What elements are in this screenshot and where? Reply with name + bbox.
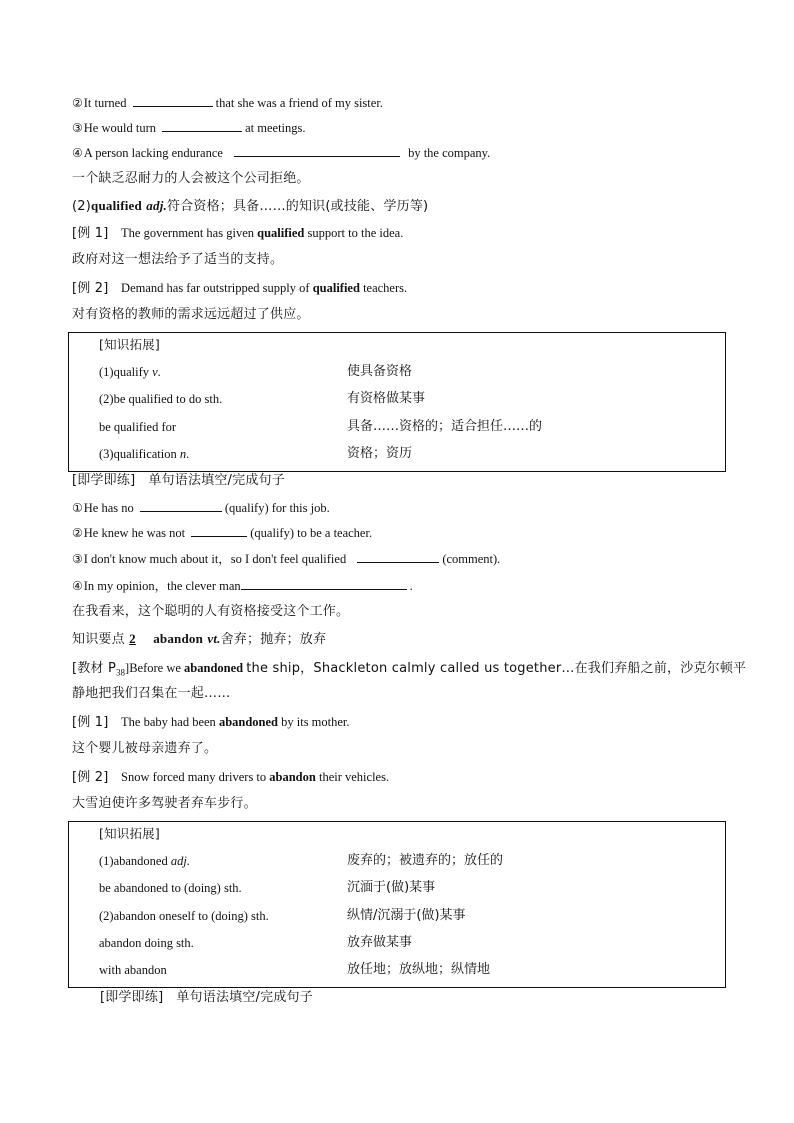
practice-title: 单句语法填空/完成句子: [176, 990, 313, 1005]
qualified-heading: [72, 197, 428, 216]
practice-title: 单句语法填空/完成句子: [148, 473, 285, 488]
box-row-cn: 沉湎于(做)某事: [347, 880, 436, 895]
example-keyword: abandon: [269, 770, 316, 784]
practice-item-1: [72, 499, 330, 517]
answer-blank[interactable]: [241, 577, 407, 590]
item-4-before: A person lacking endurance: [83, 146, 223, 160]
box-row-cn: 使具备资格: [347, 364, 413, 379]
box-row-cn: 放弃做某事: [347, 935, 413, 950]
headword: qualified: [91, 198, 142, 213]
example-text: support to the idea.: [307, 226, 404, 240]
citation-continuation: 静地把我们召集在一起……: [72, 686, 231, 701]
box-row-en: (2)abandon oneself to (doing) sth.: [99, 909, 269, 923]
marker-4: ④: [72, 579, 83, 593]
example-label: [例 2]: [72, 281, 109, 296]
question-text: (qualify) to be a teacher.: [250, 526, 373, 540]
example-text: teachers.: [363, 281, 408, 295]
example-1-translation: 政府对这一想法给予了适当的支持。: [72, 252, 284, 267]
answer-blank[interactable]: [140, 499, 222, 512]
answer-blank[interactable]: [234, 144, 400, 157]
example-text: The baby had been: [121, 715, 216, 729]
box-row-cn: 有资格做某事: [347, 391, 426, 406]
point-label: 知识要点: [72, 632, 125, 647]
exercise-item-2: [72, 94, 383, 112]
box-row-en: be qualified for: [99, 420, 177, 434]
exercise-item-4: [72, 144, 490, 162]
abandon-example-2-translation: 大雪迫使许多驾驶者弃车步行。: [72, 796, 257, 811]
example-keyword: qualified: [257, 226, 305, 240]
abandon-example-2: [72, 768, 389, 787]
item-4-after: by the company.: [408, 146, 491, 160]
practice-label: [即学即练]: [72, 473, 136, 488]
item-3-before: He would turn: [83, 121, 156, 135]
answer-blank[interactable]: [133, 94, 213, 107]
box-row-cn: 具备……资格的；适合担任……的: [347, 419, 543, 434]
knowledge-expansion-box-1: [68, 332, 726, 472]
marker-3: ③: [72, 121, 83, 135]
example-text: Snow forced many drivers to: [121, 770, 267, 784]
qualified-example-2: [72, 279, 407, 298]
marker-3: ③: [72, 552, 83, 566]
textbook-citation: [72, 659, 746, 682]
item-2-after: that she was a friend of my sister.: [215, 96, 383, 110]
headword: abandon: [153, 631, 204, 646]
question-text: (qualify) for this job.: [224, 501, 330, 515]
example-label: [例 1]: [72, 715, 109, 730]
practice-item-3: [72, 550, 500, 568]
citation-page: 38: [116, 667, 126, 678]
box-row-en: (3)qualification n.: [99, 447, 190, 461]
abandon-example-1-translation: 这个婴儿被母亲遗弃了。: [72, 741, 218, 756]
box-row-en: (2)be qualified to do sth.: [99, 392, 223, 406]
box-title: [知识拓展]: [99, 826, 160, 841]
exercise-item-3: [72, 119, 306, 137]
citation-label: [教材 P: [72, 661, 117, 676]
answer-blank[interactable]: [191, 524, 247, 537]
citation-text: the ship，Shackleton calmly called us together…在我们弃船之前，沙克尔顿平: [246, 661, 747, 676]
question-text: .: [409, 579, 413, 593]
knowledge-expansion-box-2: [68, 821, 726, 988]
practice-4-translation: 在我看来，这个聪明的人有资格接受这个工作。: [72, 604, 350, 619]
point-number: 2: [129, 631, 136, 646]
question-text: He has no: [83, 501, 134, 515]
example-text: by its mother.: [281, 715, 350, 729]
box-row-en: (1)qualify v.: [99, 365, 161, 379]
box-row-en: abandon doing sth.: [99, 936, 194, 950]
question-text: I don't know much about it，so I don't feel qualified: [83, 552, 347, 566]
answer-blank[interactable]: [357, 550, 439, 563]
practice-item-2: [72, 524, 372, 542]
example-keyword: abandoned: [218, 715, 278, 729]
example-text: Demand has far outstripped supply of: [121, 281, 310, 295]
headword-meaning: 舍弃；抛弃；放弃: [220, 632, 327, 647]
box-row-cn: 放任地；放纵地；纵情地: [347, 962, 491, 977]
example-text: The government has given: [121, 226, 254, 240]
example-2-translation: 对有资格的教师的需求远远超过了供应。: [72, 307, 310, 322]
citation-keyword: abandoned: [184, 661, 244, 675]
practice-item-4: [72, 577, 413, 595]
box-row-cn: 废弃的；被遗弃的；放任的: [347, 853, 504, 868]
answer-blank[interactable]: [162, 119, 242, 132]
citation-text: ]Before we: [125, 661, 181, 675]
practice-heading-1: [72, 472, 285, 490]
question-text: (comment).: [442, 552, 501, 566]
qualified-example-1: [72, 224, 403, 243]
abandon-example-1: [72, 713, 350, 732]
heading-number: (2): [72, 199, 92, 214]
part-of-speech: adj.: [146, 198, 167, 213]
practice-label: [即学即练]: [100, 990, 164, 1005]
box-title: [知识拓展]: [99, 337, 160, 352]
item-2-before: It turned: [83, 96, 127, 110]
headword-meaning: 符合资格；具备……的知识(或技能、学历等): [166, 199, 429, 214]
part-of-speech: vt.: [207, 631, 221, 646]
example-keyword: qualified: [312, 281, 360, 295]
item-3-after: at meetings.: [245, 121, 306, 135]
question-text: In my opinion，the clever man: [83, 579, 241, 593]
box-row-cn: 纵情/沉溺于(做)某事: [347, 908, 466, 923]
box-row-en: with abandon: [99, 963, 167, 977]
example-label: [例 1]: [72, 226, 109, 241]
abandon-heading: [72, 630, 326, 649]
box-row-en: be abandoned to (doing) sth.: [99, 881, 242, 895]
marker-1: ①: [72, 501, 83, 515]
example-label: [例 2]: [72, 770, 109, 785]
example-text: their vehicles.: [318, 770, 390, 784]
practice-heading-2: [100, 989, 313, 1007]
marker-2: ②: [72, 96, 83, 110]
item-4-translation: 一个缺乏忍耐力的人会被这个公司拒绝。: [72, 171, 310, 186]
marker-2: ②: [72, 526, 83, 540]
box-row-cn: 资格；资历: [347, 446, 413, 461]
marker-4: ④: [72, 146, 83, 160]
question-text: He knew he was not: [83, 526, 186, 540]
box-row-en: (1)abandoned adj.: [99, 854, 190, 868]
